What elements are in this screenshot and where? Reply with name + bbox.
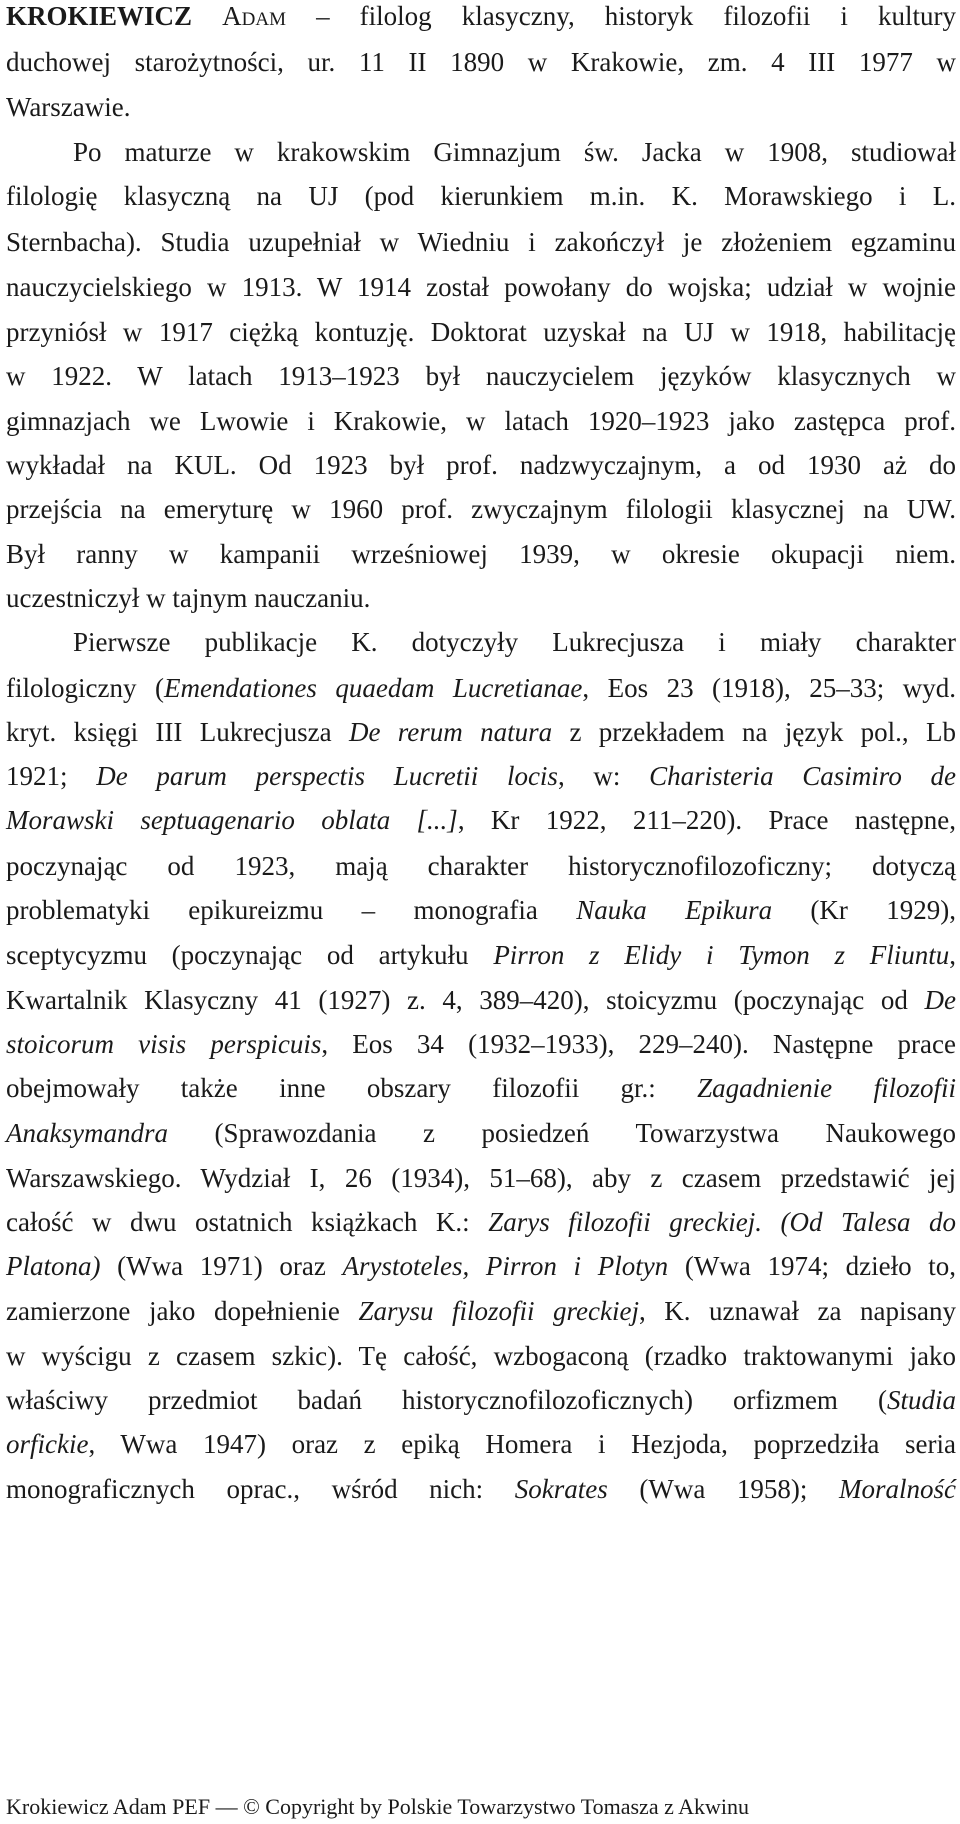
text-segment: duchowej starożytności, ur. 11 II 1890 w Krakowie, zm. 4 III 1977 w [6, 47, 956, 77]
text-segment: , K. uznawał za napisany [638, 1296, 956, 1326]
text-segment: (Wwa 1974; dzieło to, [668, 1251, 956, 1281]
text-line [6, 271, 956, 303]
italic-title-segment: Arystoteles, Pirron i Plotyn [342, 1251, 669, 1281]
text-segment: kryt. księgi III Lukrecjusza [6, 717, 349, 747]
text-line [6, 760, 956, 792]
text-line [6, 1428, 956, 1460]
entry-firstname: Adam [222, 1, 286, 31]
text-segment: (Kr 1929), [772, 895, 956, 925]
italic-title-segment: Moralność [839, 1474, 956, 1504]
text-segment: Był ranny w kampanii wrześniowej 1939, w okresie okupacji niem. [6, 539, 956, 569]
text-segment: , Kr 1922, 211–220). Prace następne, [457, 805, 956, 835]
italic-title-segment: De parum perspectis Lucretii locis [96, 761, 558, 791]
text-segment: zamierzone jako dopełnienie [6, 1296, 359, 1326]
text-segment: filologię klasyczną na UJ (pod kierunkiem m.in. K. Morawskiego i L. [6, 181, 956, 211]
text-line [6, 1206, 956, 1238]
text-segment: przejścia na emeryturę w 1960 prof. zwyczajnym filologii klasycznej na UW. [6, 494, 956, 524]
text-line [6, 1384, 956, 1416]
text-segment: , Eos 34 (1932–1933), 229–240). Następne prace [321, 1029, 956, 1059]
italic-title-segment: Sokrates [514, 1474, 608, 1504]
text-segment: całość w dwu ostatnich książkach K.: [6, 1207, 489, 1237]
text-segment: uczestniczył w tajnym nauczaniu. [6, 583, 371, 613]
italic-title-segment: Studia [886, 1385, 956, 1415]
text-line [6, 226, 956, 258]
text-segment: sceptycyzmu (poczynając od artykułu [6, 940, 494, 970]
italic-title-segment: Anaksymandra [6, 1118, 168, 1148]
text-line [6, 91, 131, 123]
text-line [6, 360, 956, 392]
text-line [6, 984, 956, 1016]
text-segment: (Sprawozdania z posiedzeń Towarzystwa Naukowego [167, 1118, 956, 1148]
text-line [6, 136, 956, 168]
italic-title-segment: Zagadnienie filozofii [697, 1073, 956, 1103]
italic-title-segment: Platona) [6, 1251, 101, 1281]
italic-title-segment: Zarys filozofii greckiej. (Od Talesa do [488, 1207, 956, 1237]
text-segment: Sternbacha). Studia uzupełniał w Wiedniu i zakończył je złożeniem egzaminu [6, 227, 956, 257]
text-line [6, 316, 956, 348]
page-footer: Krokiewicz Adam PEF — © Copyright by Polskie Towarzystwo Tomasza z Akwinu [6, 1794, 750, 1819]
text-line [6, 850, 956, 882]
text-segment: przyniósł w 1917 ciężką kontuzję. Doktorat uzyskał na UJ w 1918, habilitację [6, 317, 956, 347]
text-segment: problematyki epikureizmu – monografia [6, 895, 577, 925]
text-line [6, 716, 956, 748]
text-segment: Po maturze w krakowskim Gimnazjum św. Jacka w 1908, studiował [73, 137, 956, 167]
text-line [6, 1028, 956, 1060]
text-line [6, 1250, 956, 1282]
italic-title-segment: Emendationes quaedam Lucretianae [163, 673, 583, 703]
entry-text-segment: – filolog klasyczny, historyk filozofii i kultury [285, 1, 957, 31]
text-segment: , [949, 940, 957, 970]
entry-heading-line [6, 0, 956, 32]
text-line [6, 180, 956, 212]
italic-title-segment: Charisteria Casimiro de [649, 761, 956, 791]
text-line [6, 939, 956, 971]
text-segment: Warszawskiego. Wydział I, 26 (1934), 51–68), aby z czasem przedstawić jej [6, 1163, 956, 1193]
italic-title-segment: De rerum natura [348, 717, 553, 747]
text-line [6, 538, 956, 570]
text-line [6, 1072, 956, 1104]
text-line [6, 46, 956, 78]
italic-title-segment: orfickie [6, 1429, 89, 1459]
text-segment: filologiczny ( [6, 673, 164, 703]
text-line [6, 405, 956, 437]
text-segment: Warszawie. [6, 92, 131, 122]
text-segment: monograficznych oprac., wśród nich: [6, 1474, 515, 1504]
text-line [6, 1340, 956, 1372]
text-segment: (Wwa 1958); [607, 1474, 839, 1504]
text-line [6, 1117, 956, 1149]
text-line [6, 804, 956, 836]
text-segment: w 1922. W latach 1913–1923 był nauczycielem języków klasycznych w [6, 361, 956, 391]
italic-title-segment: Nauka Epikura [576, 895, 773, 925]
text-line [6, 493, 956, 525]
text-segment: (Wwa 1971) oraz [100, 1251, 343, 1281]
text-line [6, 1295, 956, 1327]
text-segment: , Wwa 1947) oraz z epiką Homera i Hezjoda, poprzedziła seria [88, 1429, 956, 1459]
text-line [6, 1473, 956, 1505]
text-segment: 1921; [6, 761, 97, 791]
text-line [6, 1162, 956, 1194]
text-segment: wykładał na KUL. Od 1923 był prof. nadzwyczajnym, a od 1930 aż do [6, 450, 956, 480]
entry-surname: KROKIEWICZ [6, 1, 193, 31]
italic-title-segment: Zarysu filozofii greckiej [358, 1296, 639, 1326]
text-segment: w wyścigu z czasem szkic). Tę całość, wzbogaconą (rzadko traktowanymi jako [6, 1341, 956, 1371]
text-segment: gimnazjach we Lwowie i Krakowie, w latach 1920–1923 jako zastępca prof. [6, 406, 956, 436]
text-segment: Kwartalnik Klasyczny 41 (1927) z. 4, 389–420), stoicyzmu (poczynając od [6, 985, 925, 1015]
text-line [6, 894, 956, 926]
text-segment: z przekładem na język pol., Lb [552, 717, 956, 747]
text-segment: obejmowały także inne obszary filozofii gr.: [6, 1073, 698, 1103]
text-line [6, 449, 956, 481]
text-segment: poczynając od 1923, mają charakter historycznofilozoficzny; dotyczą [6, 851, 956, 881]
italic-title-segment: stoicorum visis perspicuis [6, 1029, 322, 1059]
text-segment: nauczycielskiego w 1913. W 1914 został powołany do wojska; udział w wojnie [6, 272, 956, 302]
text-line [6, 672, 956, 704]
text-segment: , w: [557, 761, 650, 791]
text-line [6, 626, 956, 658]
text-line [6, 582, 370, 614]
text-segment: Pierwsze publikacje K. dotyczyły Lukrecjusza i miały charakter [73, 627, 956, 657]
text-segment: właściwy przedmiot badań historycznofilozoficznych) orfizmem ( [6, 1385, 887, 1415]
italic-title-segment: De [924, 985, 956, 1015]
text-segment: , Eos 23 (1918), 25–33; wyd. [582, 673, 957, 703]
italic-title-segment: Pirron z Elidy i Tymon z Fliuntu [493, 940, 950, 970]
italic-title-segment: Morawski septuagenario oblata [...] [6, 805, 458, 835]
